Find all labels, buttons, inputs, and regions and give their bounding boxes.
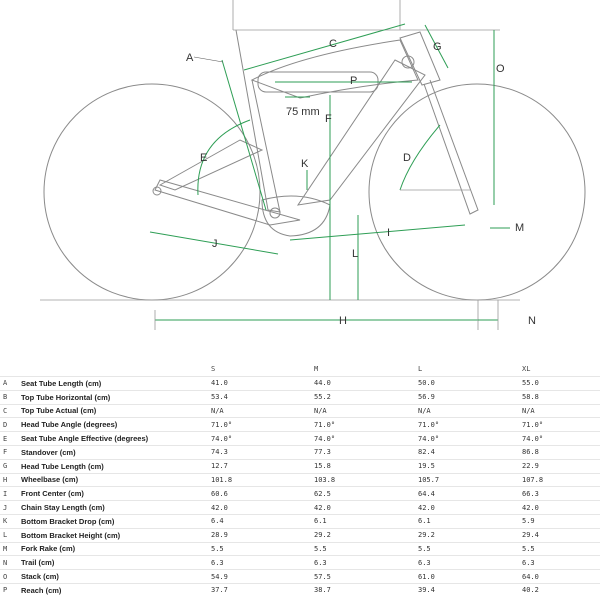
row-value: 74.0° [211, 432, 314, 446]
row-key: L [0, 528, 21, 542]
row-value: 29.2 [314, 528, 418, 542]
row-value: 107.8 [522, 473, 600, 487]
table-header-row [0, 362, 600, 377]
row-key: F [0, 445, 21, 459]
row-value: 53.4 [211, 390, 314, 404]
row-key: C [0, 404, 21, 418]
table-row [0, 556, 600, 570]
row-value: 5.5 [211, 542, 314, 556]
row-value: 54.9 [211, 570, 314, 584]
table-row [0, 487, 600, 501]
row-value: 74.0° [418, 432, 522, 446]
row-name: Head Tube Length (cm) [21, 459, 211, 473]
row-value: 6.1 [314, 514, 418, 528]
row-value: 71.0° [211, 418, 314, 432]
row-value: 105.7 [418, 473, 522, 487]
row-value: 74.0° [314, 432, 418, 446]
label-j: J [212, 238, 218, 250]
row-key: M [0, 542, 21, 556]
size-header-m: M [314, 365, 319, 373]
row-name: Top Tube Actual (cm) [21, 404, 211, 418]
table-row [0, 514, 600, 528]
row-value: 6.3 [522, 556, 600, 570]
label-l: L [352, 248, 359, 260]
row-key: O [0, 570, 21, 584]
row-value: 60.6 [211, 487, 314, 501]
rear-wheel [44, 84, 260, 300]
row-name: Seat Tube Length (cm) [21, 377, 211, 391]
size-header-s: S [211, 365, 216, 373]
table-row [0, 432, 600, 446]
row-name: Trail (cm) [21, 556, 211, 570]
callout-75mm: 75 mm [286, 106, 320, 118]
frame-head-tube [400, 32, 440, 85]
row-value: 5.5 [418, 542, 522, 556]
dim-c-line [244, 24, 405, 70]
row-value: 58.8 [522, 390, 600, 404]
row-value: 39.4 [418, 583, 522, 596]
row-value: 6.4 [211, 514, 314, 528]
row-value: 6.3 [418, 556, 522, 570]
row-value: 82.4 [418, 445, 522, 459]
row-value: 5.5 [522, 542, 600, 556]
row-value: 19.5 [418, 459, 522, 473]
size-header-l: L [418, 365, 423, 373]
row-name: Chain Stay Length (cm) [21, 501, 211, 515]
row-key: P [0, 583, 21, 596]
row-name: Bottom Bracket Drop (cm) [21, 514, 211, 528]
row-key: N [0, 556, 21, 570]
row-name: Front Center (cm) [21, 487, 211, 501]
dim-i-line [290, 225, 465, 240]
table-row [0, 542, 600, 556]
table-body [0, 377, 600, 597]
row-value: 37.7 [211, 583, 314, 596]
row-value: 56.9 [418, 390, 522, 404]
row-value: 6.1 [418, 514, 522, 528]
row-value: 71.0° [314, 418, 418, 432]
frame-seat-tube [236, 30, 280, 212]
row-key: H [0, 473, 21, 487]
table-row [0, 473, 600, 487]
row-key: K [0, 514, 21, 528]
row-value: N/A [211, 404, 314, 418]
table-row [0, 418, 600, 432]
row-value: 12.7 [211, 459, 314, 473]
table-row [0, 390, 600, 404]
label-c: C [329, 38, 337, 50]
label-o: O [496, 63, 505, 75]
row-value: N/A [418, 404, 522, 418]
front-wheel [369, 84, 585, 300]
dim-a-leader [194, 57, 223, 62]
row-value: 44.0 [314, 377, 418, 391]
label-a: A [186, 52, 194, 64]
row-value: 74.3 [211, 445, 314, 459]
table-row [0, 459, 600, 473]
row-value: 29.4 [522, 528, 600, 542]
row-name: Stack (cm) [21, 570, 211, 584]
table-row [0, 445, 600, 459]
row-value: 101.8 [211, 473, 314, 487]
table-row [0, 501, 600, 515]
row-value: 86.8 [522, 445, 600, 459]
row-value: 61.0 [418, 570, 522, 584]
row-value: 41.0 [211, 377, 314, 391]
table-row [0, 377, 600, 391]
label-n: N [528, 315, 536, 327]
row-value: 74.0° [522, 432, 600, 446]
label-m: M [515, 222, 525, 234]
geometry-table [0, 362, 600, 597]
row-value: N/A [314, 404, 418, 418]
row-key: G [0, 459, 21, 473]
row-key: J [0, 501, 21, 515]
row-value: 22.9 [522, 459, 600, 473]
label-d: D [403, 152, 411, 164]
row-value: 6.3 [314, 556, 418, 570]
row-value: 29.2 [418, 528, 522, 542]
row-value: 62.5 [314, 487, 418, 501]
row-value: 50.0 [418, 377, 522, 391]
label-h: H [339, 315, 347, 327]
table-row [0, 583, 600, 596]
table-row [0, 570, 600, 584]
row-name: Head Tube Angle (degrees) [21, 418, 211, 432]
row-key: B [0, 390, 21, 404]
size-header-xl: XL [522, 365, 531, 373]
row-name: Reach (cm) [21, 583, 211, 596]
row-name: Seat Tube Angle Effective (degrees) [21, 432, 211, 446]
row-value: 77.3 [314, 445, 418, 459]
row-value: 28.9 [211, 528, 314, 542]
label-f: F [325, 113, 332, 125]
row-value: 55.0 [522, 377, 600, 391]
row-key: A [0, 377, 21, 391]
label-e: E [200, 152, 208, 164]
row-value: 71.0° [418, 418, 522, 432]
row-key: D [0, 418, 21, 432]
row-value: 64.0 [522, 570, 600, 584]
row-name: Wheelbase (cm) [21, 473, 211, 487]
geometry-table-grid [0, 362, 600, 597]
row-value: 15.8 [314, 459, 418, 473]
label-k: K [301, 158, 309, 170]
row-value: 38.7 [314, 583, 418, 596]
row-value: 103.8 [314, 473, 418, 487]
row-value: 66.3 [522, 487, 600, 501]
row-key: E [0, 432, 21, 446]
row-name: Standover (cm) [21, 445, 211, 459]
row-value: 5.5 [314, 542, 418, 556]
table-row [0, 528, 600, 542]
row-value: 71.0° [522, 418, 600, 432]
label-p: P [350, 75, 358, 87]
row-value: 42.0 [522, 501, 600, 515]
row-name: Fork Rake (cm) [21, 542, 211, 556]
row-value: 5.9 [522, 514, 600, 528]
row-value: N/A [522, 404, 600, 418]
row-value: 42.0 [418, 501, 522, 515]
row-value: 6.3 [211, 556, 314, 570]
fork [424, 80, 478, 214]
table-row [0, 404, 600, 418]
row-value: 55.2 [314, 390, 418, 404]
row-name: Top Tube Horizontal (cm) [21, 390, 211, 404]
label-g: G [433, 41, 442, 53]
row-value: 64.4 [418, 487, 522, 501]
row-value: 42.0 [211, 501, 314, 515]
row-key: I [0, 487, 21, 501]
row-value: 57.5 [314, 570, 418, 584]
label-i: I [387, 227, 391, 239]
row-value: 42.0 [314, 501, 418, 515]
row-value: 40.2 [522, 583, 600, 596]
row-name: Bottom Bracket Height (cm) [21, 528, 211, 542]
